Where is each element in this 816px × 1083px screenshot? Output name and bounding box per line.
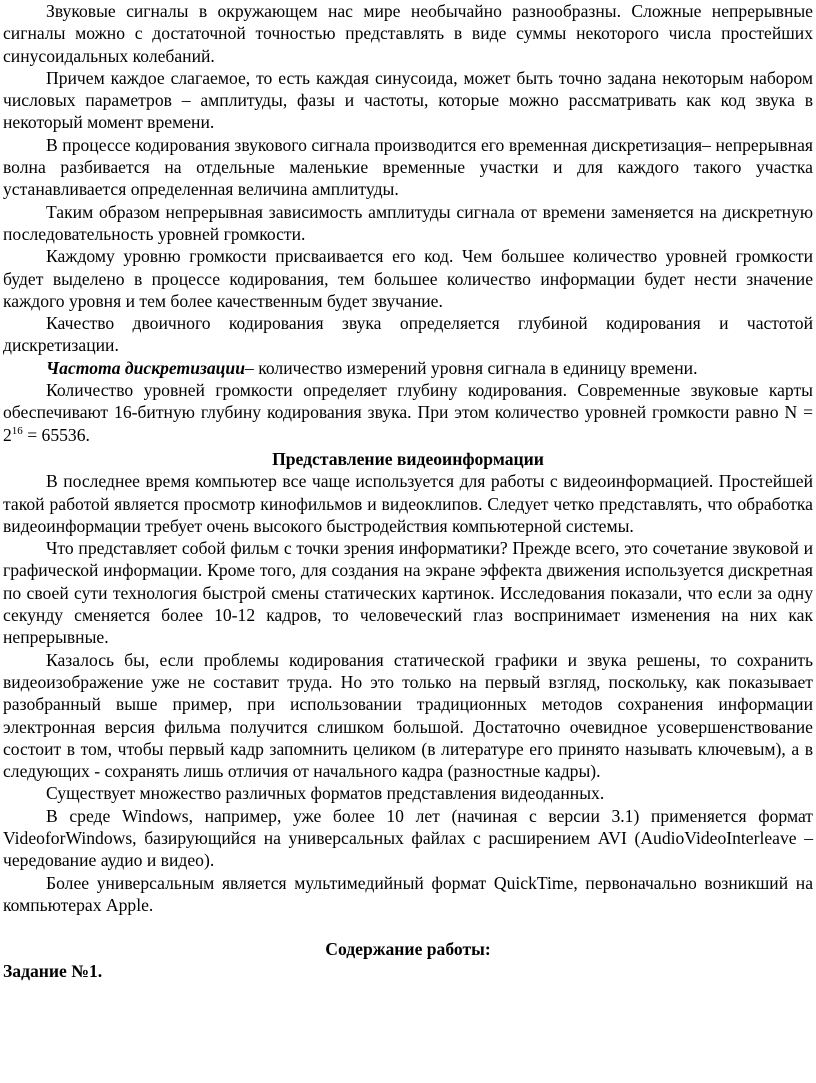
paragraph: Звуковые сигналы в окружающем нас мире необычайно разнообразны. Сложные непрерывные сигналы можно с достаточной точностью представлять в виде суммы некоторого числа простейших синусоидальных колебаний. (3, 1, 813, 66)
paragraph: Более универсальным является мультимедийный формат QuickTime, первоначально возникший на компьютерах Apple. (3, 872, 813, 915)
task-label: Задание №1. (3, 961, 103, 982)
paragraph: В последнее время компьютер все чаще используется для работы с видеоинформацией. Простейшей такой работой является просмотр кинофильмов и видеоклипов. Следует четко представлять, что обработка видеоинформации требует очень высокого быстродействия компьютерной системы. (3, 471, 813, 536)
paragraph: Существует множество различных форматов представления видеоданных. (46, 783, 605, 804)
paragraph: Причем каждое слагаемое, то есть каждая синусоида, может быть точно задана некоторым набором числовых параметров – амплитуды, фазы и частоты, которые можно рассматривать как код звука в некоторый момент времени. (3, 67, 813, 133)
paragraph: В процессе кодирования звукового сигнала производится его временная дискретизация– непрерывная волна разбивается на отдельные маленькие временные участки и для каждого такого участка устанавливается определенная величина амплитуды. (3, 134, 813, 200)
work-section-title: Содержание работы: (325, 939, 491, 960)
spacer (3, 916, 813, 938)
paragraph: Казалось бы, если проблемы кодирования статической графики и звука решены, то сохранить видеоизображение уже не составит труда. Но это только на первый взгляд, поскольку, как показывает разобранный выше пример, при использовании традиционных методов сохранения информации электронная версия фильма получится слишком большой. Достаточно очевидное усовершенствование состоит в том, чтобы первый кадр запомнить целиком (в литературе его принято называть ключевым), а в следующих - сохранять лишь отличия от начального кадра (разностные кадры). (3, 649, 813, 782)
definition-term: Частота дискретизации (46, 357, 245, 378)
depth-paragraph (3, 379, 813, 446)
depth-text: Количество уровней громкости определяет глубину кодирования. Современные звуковые карты обеспечивают 16-битную глубину кодирования звука. При этом количество уровней громкости равно N = 2 (3, 380, 813, 445)
definition-text: – количество измерений уровня сигнала в единицу времени. (245, 357, 698, 378)
depth-tail: = 65536. (22, 424, 90, 445)
paragraph: Качество двоичного кодирования звука определяется глубиной кодирования и частотой дискретизации. (3, 313, 813, 356)
definition-paragraph (3, 357, 813, 379)
paragraph: Что представляет собой фильм с точки зрения информатики? Прежде всего, это сочетание звуковой и графической информации. Кроме того, для создания на экране эффекта движения используется дискретная по своей сути технология быстрой смены статических картинок. Исследования показали, что если за одну секунду сменяется более 10-12 кадров, то человеческий глаз воспринимает изменения на них как непрерывные. (3, 538, 813, 648)
depth-exponent: 16 (11, 424, 23, 437)
paragraph: В среде Windows, например, уже более 10 лет (начиная с версии 3.1) применяется формат VideoforWindows, базирующийся на универсальных файлах с расширением AVI (AudioVideoInterleave – чередование аудио и видео). (3, 805, 813, 871)
video-section-title: Представление видеоинформации (272, 448, 544, 469)
paragraph: Таким образом непрерывная зависимость амплитуды сигнала от времени заменяется на дискретную последовательность уровней громкости. (3, 201, 813, 244)
paragraph: Каждому уровню громкости присваивается его код. Чем большее количество уровней громкости будет выделено в процессе кодирования, тем большее количество информации будет нести значение каждого уровня и тем более качественным будет звучание. (3, 246, 813, 311)
